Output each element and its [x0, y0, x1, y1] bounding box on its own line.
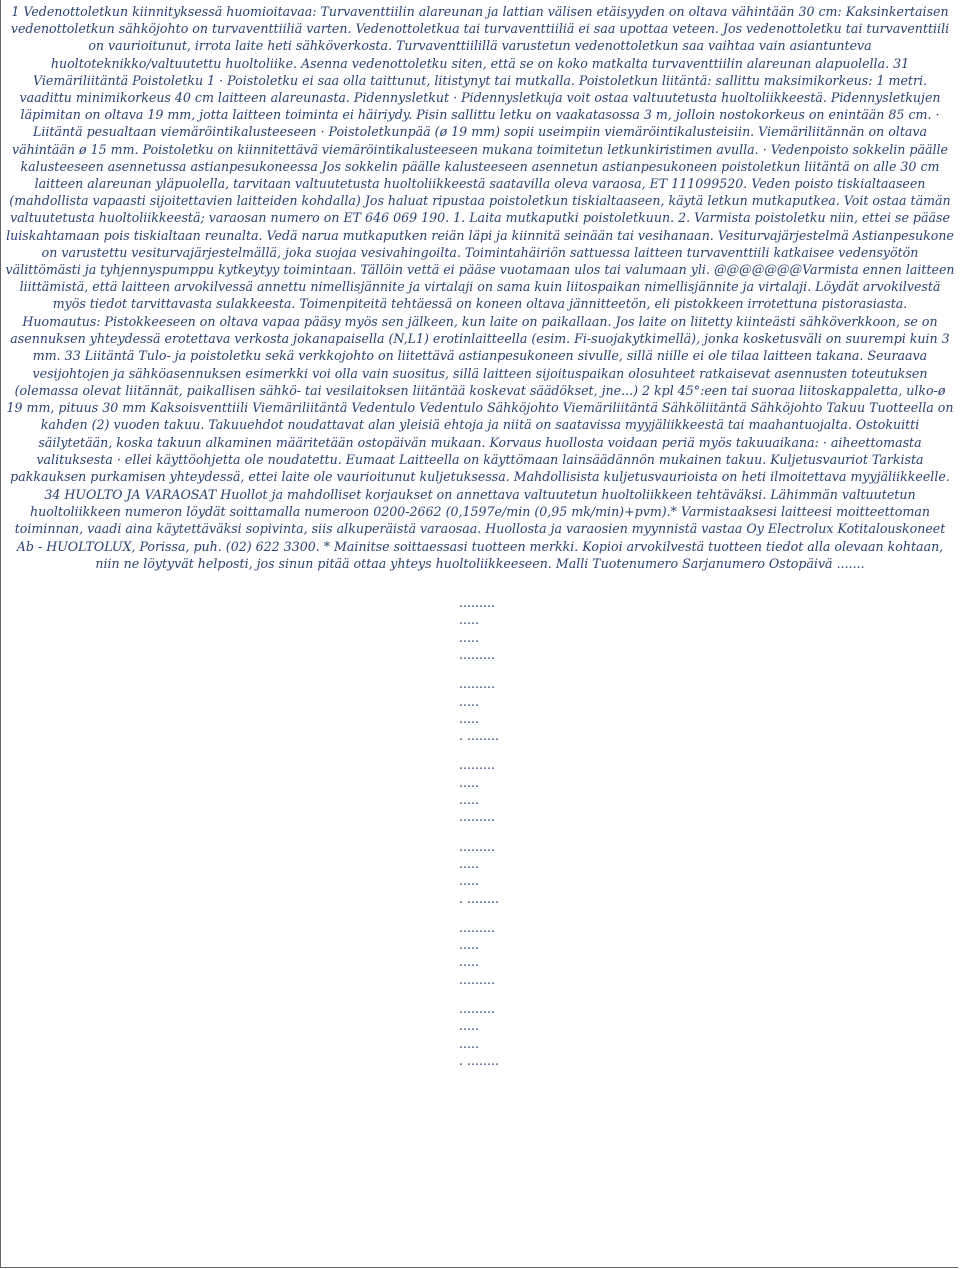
- placeholder-line: .........: [459, 809, 496, 825]
- placeholder-line: .........: [459, 595, 496, 611]
- placeholder-line: . ........: [459, 890, 500, 906]
- placeholder-line: .........: [459, 647, 496, 662]
- placeholder-line: .........: [459, 971, 496, 987]
- placeholder-line: .....: [459, 792, 480, 808]
- warranty-service-text: Huomautus: Pistokkeeseen on oltava vapaa pääsy myös sen jälkeen, kun laite on paikallaan. Jos laite on liitetty kiinteästi sähköverkkoon, se on asennuksen yhteydessä erotettava verkosta jokanapaisella (N,L1) erotinlaitteella (esim. Fi-suojakytkimellä), jonka kosketusväli on suurempi kuin 3 mm. 33 Liitäntä Tulo- ja poistoletku sekä verkkojohto on liitettävä astianpesukoneen sivulle, sillä niille ei ole tilaa laitteen takana. Seuraava vesijohtojen ja sähköasennuksen esimerkki voi olla vain suositus, sillä laitteen sijoituspaikan olosuhteet ratkaisevat asennusten toteutuksen (olemassa olevat liitännät, paikallisen sähkö- tai vesilaitoksen liitäntää koskevat säädökset, jne...) 2 kpl 45°:een tai suoraa liitoskappaletta, ulko-ø 19 mm, pituus 30 mm Kaksoisventtiili Viemäriliitäntä Vedentulo Vedentulo Sähköjohto Viemäriliitäntä Sähköliitäntä Sähköjohto Takuu Tuotteella on kahden (2) vuoden takuu. Takuuehdot noudattavat alan yleisiä ehtoja ja niitä on saatavissa myyjäliikkeestä tai maahantuojalta. Ostokuitti säilytetään, koska takuun alkaminen määritetään ostopäivän mukaan. Korvaus huollosta voidaan periä myös takuuaikana: · aiheettomasta valituksesta · ellei käyttöohjetta ole noudatettu. Eumaat Laitteella on käyttömaan lainsäädännön mukainen takuu. Kuljetusvauriot Tarkista pakkauksen purkamisen yhteydessä, ettei laite ole vaurioitunut kuljetuksessa. Mahdollisista kuljetusvaurioista on heti ilmoitettava myyjäliikkeelle. 34 HUOLTO JA VARAOSAT Huollot ja mahdolliset korjaukset on annettava valtuutetun huoltoliikkeen tehtäväksi. Lähimmän valtuutetun huoltoliikkeen numeron löydät soittamalla numeroon 0200-2662 (0,1597e/min (0,95 mk/min)+pvm).* Varmistaaksesi laitteesi moitteettoman toiminnan, vaadi aina käytettäväksi sopivinta, siis alkuperäistä varaosaa. Huollosta ja varaosien myynnistä vastaa Oy Electrolux Kotitalouskoneet Ab - HUOLTOLUX, Porissa, puh. (02) 622 3300. * Mainitse soittaessasi tuotteen merkki. Kopioi arvokilvestä tuotteen tiedot alla olevaan kohtaan, niin ne löytyvät helposti, jos sinun pitää ottaa yhteys huoltoliikkeeseen. Malli Tuotenumero Sarjanumero Ostopäivä .......: [6, 313, 954, 571]
- placeholder-line: .....: [459, 873, 480, 889]
- placeholder-line: .........: [459, 838, 496, 854]
- placeholder-line: .....: [459, 612, 480, 628]
- placeholder-line: .....: [459, 855, 480, 871]
- placeholder-line: .........: [459, 757, 496, 773]
- placeholder-line: .....: [459, 774, 480, 790]
- placeholder-line: .....: [459, 1018, 480, 1034]
- placeholder-line: .....: [459, 937, 480, 953]
- placeholder-line: .....: [459, 1035, 480, 1051]
- placeholder-line: .....: [459, 693, 480, 709]
- document-body: [5, 3, 955, 1069]
- fill-in-placeholders: [5, 594, 955, 1069]
- placeholder-line: .........: [459, 676, 496, 692]
- placeholder-line: .....: [459, 710, 480, 726]
- installation-text: 1 Vedenottoletkun kiinnityksessä huomioitavaa: Turvaventtiilin alareunan ja lattian välisen etäisyyden on oltava vähintään 30 cm: Kaksinkertaisen vedenottoletkun sähköjohto on turvaventtiiliä varten. Vedenottoletkua tai turvaventtiiliä ei saa upottaa veteen. Jos vedenottoletku tai turvaventtiili on vaurioitunut, irrota laite heti sähköverkosta. Turvaventtiilillä varustetun vedenottoletkun saa vaihtaa vain asiantunteva huoltoteknikko/valtuutettu huoltoliike. Asenna vedenottoletku siten, että se on koko matkalta turvaventtiilin alareunan alapuolella. 31 Viemäriliitäntä Poistoletku 1 · Poistoletku ei saa olla taittunut, litistynyt tai mutkalla. Poistoletkun liitäntä: sallittu maksimikorkeus: 1 metri. vaadittu minimikorkeus 40 cm laitteen alareunasta. Pidennysletkut · Pidennysletkuja voit ostaa valtuutetusta huoltoliikkeestä. Pidennysletkujen läpimitan on oltava 19 mm, jotta laitteen toiminta ei häiriydy. Pisin sallittu letku on vaakatasossa 3 m, jolloin nostokorkeus on enintään 85 cm. · Liitäntä pesualtaan viemäröintikalusteeseen · Poistoletkunpää (ø 19 mm) sopii useimpiin viemäröintikalusteisiin. Viemäriliitännän on oltava vähintään ø 15 mm. Poistoletku on kiinnitettävä viemäröintikalusteeseen mukana toimitetun letkunkiristimen avulla. · Vedenpoisto sokkelin päälle kalusteeseen asennetussa astianpesukoneessa Jos sokkelin päälle kalusteeseen asennetun astianpesukoneen poistoletkun liitäntä on alle 30 cm laitteen alareunan yläpuolella, tarvitaan valtuutetusta huoltoliikkeestä saatavilla oleva varaosa, ET 111099520. Veden poisto tiskialtaaseen (mahdollista vapaasti sijoitettavien laitteiden kohdalla) Jos haluat ripustaa poistoletkun tiskialtaaseen, käytä letkun mutkaputkea. Voit ostaa tämän valtuutetusta huoltoliikkeestä; varaosan numero on ET 646 069 190. 1. Laita mutkaputki poistoletkuun. 2. Varmista poistoletku niin, ettei se pääse luiskahtamaan pois tiskialtaan reunalta. Vedä narua mutkaputken reiän läpi ja kiinnitä seinään tai vesihanaan. Vesiturvajärjestelmä Astianpesukone on varustettu vesiturvajärjestelmällä, joka suojaa vesivahingoilta. Toimintahäiriön sattuessa laitteen turvaventtiili katkaisee vedensyötön välittömästi ja tyhjennyspumppu kytkeytyy toimintaan. Tällöin vettä ei pääse vuotamaan ulos tai valumaan yli. @@@@@@@Varmista ennen laitteen liittämistä, että laitteen arvokilvessä annettu nimellisjännite ja virtalaji on sama kuin liitospaikan nimellisjännite ja virtalaji. Löydät arvokilvestä myös tiedot tarvittavasta sulakkeesta. Toimenpiteitä tehtäessä on koneen oltava jännitteetön, eli pistokkeen irrotettuna pistorasiasta.: [5, 4, 955, 312]
- placeholder-line: .....: [459, 629, 480, 645]
- placeholder-line: .....: [459, 954, 480, 970]
- placeholder-line: .........: [459, 1001, 496, 1017]
- placeholder-line: .........: [459, 919, 496, 935]
- placeholder-line: . ........: [459, 728, 500, 744]
- placeholder-line: . ........: [459, 1052, 500, 1068]
